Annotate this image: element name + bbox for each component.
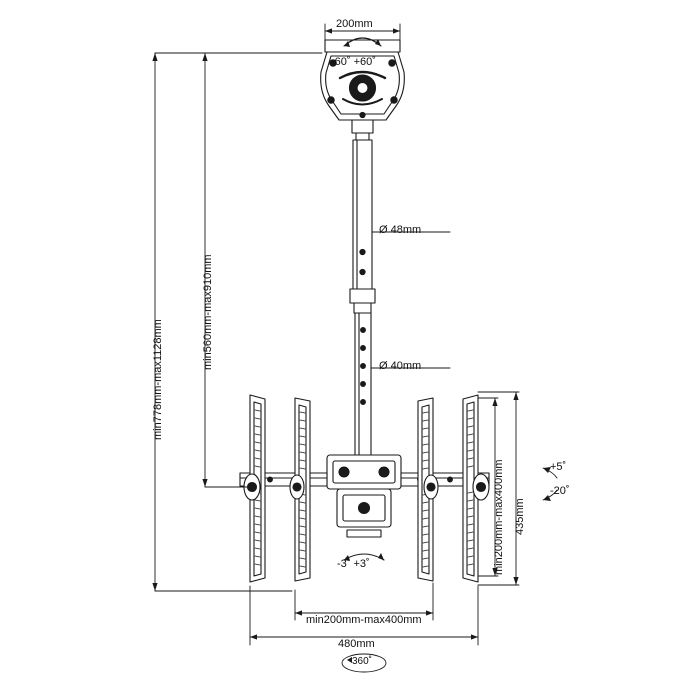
label-lower-tube-diameter: Ø 40mm [379,360,422,372]
label-bottom-vesa-horizontal: min200mm-max400mm [306,614,422,626]
label-upper-tube-diameter: Ø 48mm [379,224,422,236]
tube-joint [350,289,375,313]
label-tilt-down: -20˚ [550,485,570,497]
vesa-rail-left-outer [244,395,265,582]
label-height-inner: min560mm-max910mm [202,254,214,370]
vesa-rail-left-inner [290,398,310,581]
label-bottom-width: 480mm [338,638,375,650]
label-tilt-up: +5˚ [550,461,567,473]
lower-tube [355,313,371,463]
label-top-width: 200mm [336,18,373,30]
label-vesa-vertical: min200mm-max400mm [493,459,505,575]
vesa-rail-right-outer [463,395,489,582]
center-pivot-head [327,455,401,561]
label-panel-height: 435mm [514,498,526,535]
label-screen-swivel: -3˚ +3˚ [337,558,370,570]
label-height-outer: min778mm-max1128mm [152,319,164,440]
label-rotation: 360˚ [352,656,373,667]
label-top-swivel: -60˚ +60˚ [331,56,376,68]
ceiling-plate-group [321,38,405,140]
vesa-rail-right-inner [418,398,438,581]
upper-tube [353,140,372,295]
